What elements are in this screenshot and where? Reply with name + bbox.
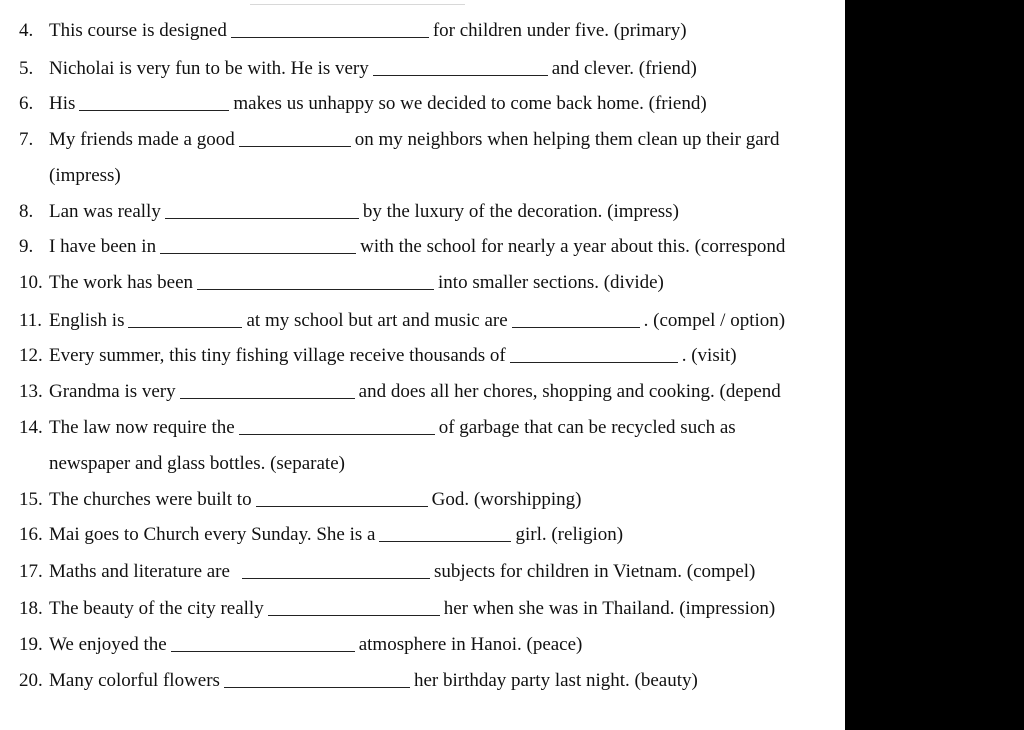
question-number: 13. <box>19 381 43 402</box>
question-15 <box>19 485 581 515</box>
question-19 <box>19 630 582 660</box>
question-4 <box>19 16 687 46</box>
question-text: . (compel / option) <box>643 310 786 331</box>
question-text: girl. (religion) <box>515 524 624 545</box>
answer-blank[interactable] <box>197 271 434 290</box>
question-text: The beauty of the city really <box>49 598 264 619</box>
question-text: Every summer, this tiny fishing village receive thousands of <box>49 345 506 366</box>
question-5 <box>19 54 697 84</box>
question-10 <box>19 268 664 298</box>
question-14-continued: newspaper and glass bottles. (separate) <box>49 453 345 474</box>
top-rule <box>250 4 465 5</box>
question-text: God. (worshipping) <box>431 489 582 510</box>
question-7-continued: (impress) <box>49 165 121 186</box>
answer-blank[interactable] <box>165 200 359 219</box>
answer-blank[interactable] <box>171 633 355 652</box>
answer-blank[interactable] <box>510 344 678 363</box>
question-number: 10. <box>19 272 43 293</box>
black-side-panel <box>845 0 1024 730</box>
question-number: 4. <box>19 20 34 41</box>
question-text: The law now require the <box>49 417 235 438</box>
question-text: Many colorful flowers <box>49 670 220 691</box>
answer-blank[interactable] <box>160 235 356 254</box>
answer-blank[interactable] <box>242 560 430 579</box>
question-18 <box>19 594 775 624</box>
question-17 <box>19 557 755 587</box>
question-16 <box>19 520 623 550</box>
question-number: 20. <box>19 670 43 691</box>
question-text: English is <box>49 310 125 331</box>
question-text: . (visit) <box>681 345 737 366</box>
question-text: for children under five. (primary) <box>432 20 687 41</box>
answer-blank[interactable] <box>79 92 229 111</box>
question-20 <box>19 666 698 696</box>
question-text: Lan was really <box>49 201 161 222</box>
answer-blank[interactable] <box>373 57 548 76</box>
question-number: 11. <box>19 310 43 331</box>
question-number: 7. <box>19 129 34 150</box>
question-text: This course is designed <box>49 20 227 41</box>
question-number: 6. <box>19 93 34 114</box>
question-text: His <box>49 93 76 114</box>
question-text: I have been in <box>49 236 157 257</box>
question-13 <box>19 377 781 407</box>
question-7 <box>19 125 780 155</box>
question-6 <box>19 89 707 119</box>
question-number: 18. <box>19 598 43 619</box>
question-text: The churches were built to <box>49 489 252 510</box>
question-text: The work has been <box>49 272 194 293</box>
question-number: 12. <box>19 345 43 366</box>
answer-blank[interactable] <box>224 669 410 688</box>
answer-blank[interactable] <box>268 597 440 616</box>
question-number: 15. <box>19 489 43 510</box>
question-number: 17. <box>19 561 43 582</box>
question-text: and clever. (friend) <box>551 58 697 79</box>
question-text: Nicholai is very fun to be with. He is very <box>49 58 369 79</box>
answer-blank[interactable] <box>180 380 355 399</box>
answer-blank[interactable] <box>256 488 428 507</box>
question-text: on my neighbors when helping them clean up their gard <box>354 129 780 150</box>
answer-blank[interactable] <box>512 309 640 328</box>
answer-blank[interactable] <box>128 309 242 328</box>
question-number: 8. <box>19 201 34 222</box>
answer-blank[interactable] <box>239 416 435 435</box>
question-text: her when she was in Thailand. (impression) <box>443 598 776 619</box>
question-text: makes us unhappy so we decided to come back home. (friend) <box>233 93 707 114</box>
question-text: Grandma is very <box>49 381 176 402</box>
question-14 <box>19 413 736 443</box>
question-9 <box>19 232 785 262</box>
answer-blank[interactable] <box>231 19 429 38</box>
question-number: 16. <box>19 524 43 545</box>
question-text: into smaller sections. (divide) <box>438 272 664 293</box>
question-text: with the school for nearly a year about this. (correspond <box>360 236 786 257</box>
question-11 <box>19 306 785 336</box>
question-text: subjects for children in Vietnam. (compel) <box>433 561 756 582</box>
question-number: 14. <box>19 417 43 438</box>
answer-blank[interactable] <box>379 523 511 542</box>
question-text: atmosphere in Hanoi. (peace) <box>358 634 583 655</box>
question-12 <box>19 341 737 371</box>
question-text: her birthday party last night. (beauty) <box>413 670 698 691</box>
question-text: of garbage that can be recycled such as <box>438 417 736 438</box>
answer-blank[interactable] <box>239 128 351 147</box>
question-text: Mai goes to Church every Sunday. She is a <box>49 524 376 545</box>
question-text: at my school but art and music are <box>246 310 508 331</box>
question-text: and does all her chores, shopping and cooking. (depend <box>358 381 781 402</box>
question-number: 19. <box>19 634 43 655</box>
question-number: 5. <box>19 58 34 79</box>
question-text: by the luxury of the decoration. (impress) <box>362 201 679 222</box>
question-text: Maths and literature are <box>49 561 230 582</box>
question-text: My friends made a good <box>49 129 235 150</box>
question-number: 9. <box>19 236 34 257</box>
question-8 <box>19 197 679 227</box>
question-text: We enjoyed the <box>49 634 167 655</box>
